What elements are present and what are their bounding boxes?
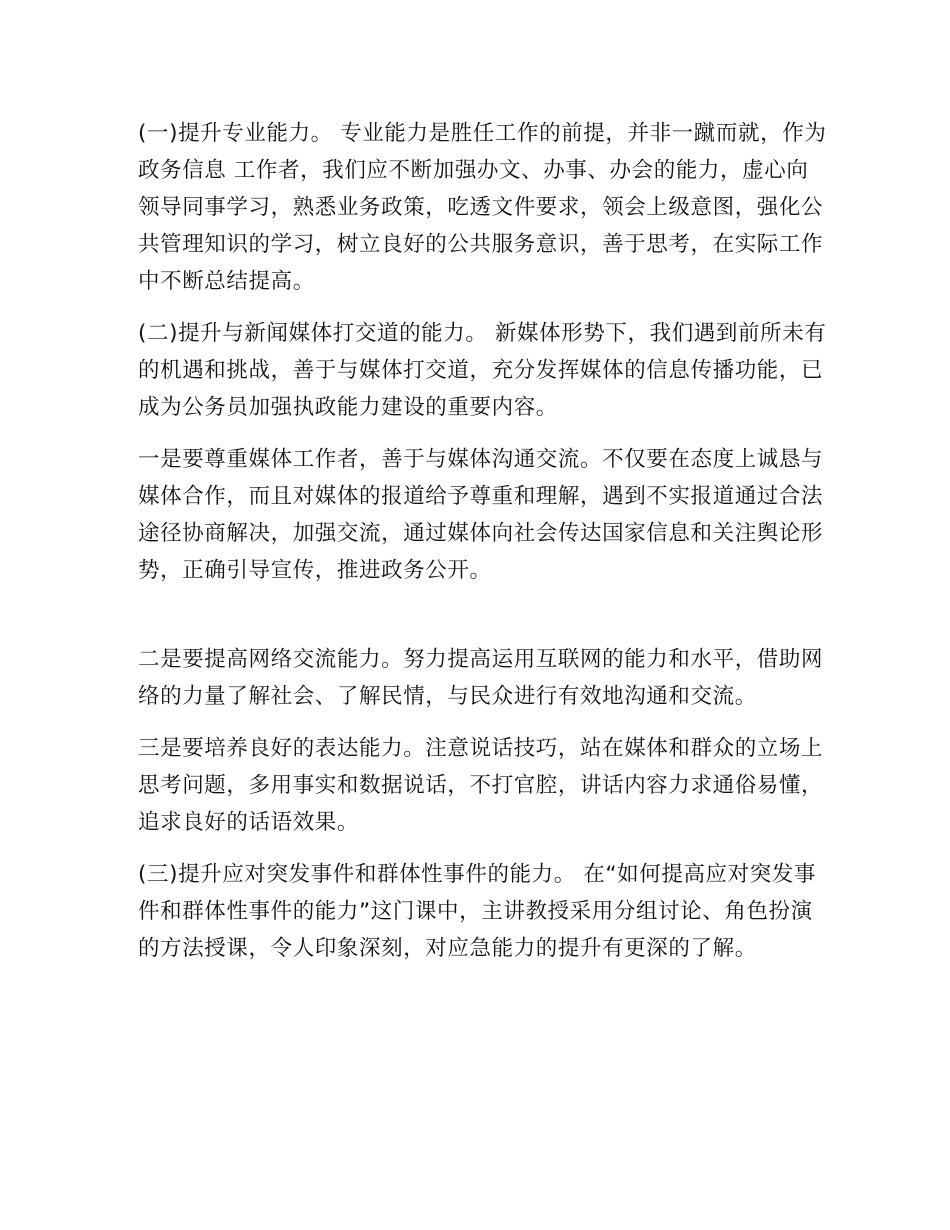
document-body <box>138 115 828 982</box>
paragraph-emergency-response: (三)提升应对突发事件和群体性事件的能力。 在“如何提高应对突发事件和群体性事件的能力”这门课中，主讲教授采用分组讨论、角色扮演的方法授课，令人印象深刻，对应急能力的提升有更深的了解。 <box>138 862 817 961</box>
paragraph-professional-ability: (一)提升专业能力。 专业能力是胜任工作的前提，并非一蹴而就，作为政务信息 工作者，我们应不断加强办文、办事、办会的能力，虚心向领导同事学习，熟悉业务政策，吃透文件要求，领会上级意图，强化公共管理知识的学习，树立良好的公共服务意识，善于思考，在实际工作中不断总结提高。 <box>138 121 827 294</box>
paragraph-network-communication: 二是要提高网络交流能力。努力提高运用互联网的能力和水平，借助网络的力量了解社会、了解民情，与民众进行有效地沟通和交流。 <box>138 647 824 709</box>
paragraph-respect-media: 一是要尊重媒体工作者，善于与媒体沟通交流。不仅要在态度上诚恳与媒体合作，而且对媒体的报道给予尊重和理解，遇到不实报道通过合法途径协商解决，加强交流，通过媒体向社会传达国家信息和关注舆论形势，正确引导宣传，推进政务公开。 <box>138 447 824 583</box>
paragraph-expression-ability: 三是要培养良好的表达能力。注意说话技巧，站在媒体和群众的立场上思考问题，多用事实和数据说话，不打官腔，讲话内容力求通俗易懂，追求良好的话语效果。 <box>138 736 824 835</box>
paragraph-media-ability: (二)提升与新闻媒体打交道的能力。 新媒体形势下，我们遇到前所未有的机遇和挑战，善于与媒体打交道，充分发挥媒体的信息传播功能，已成为公务员加强执政能力建设的重要内容。 <box>138 321 827 420</box>
